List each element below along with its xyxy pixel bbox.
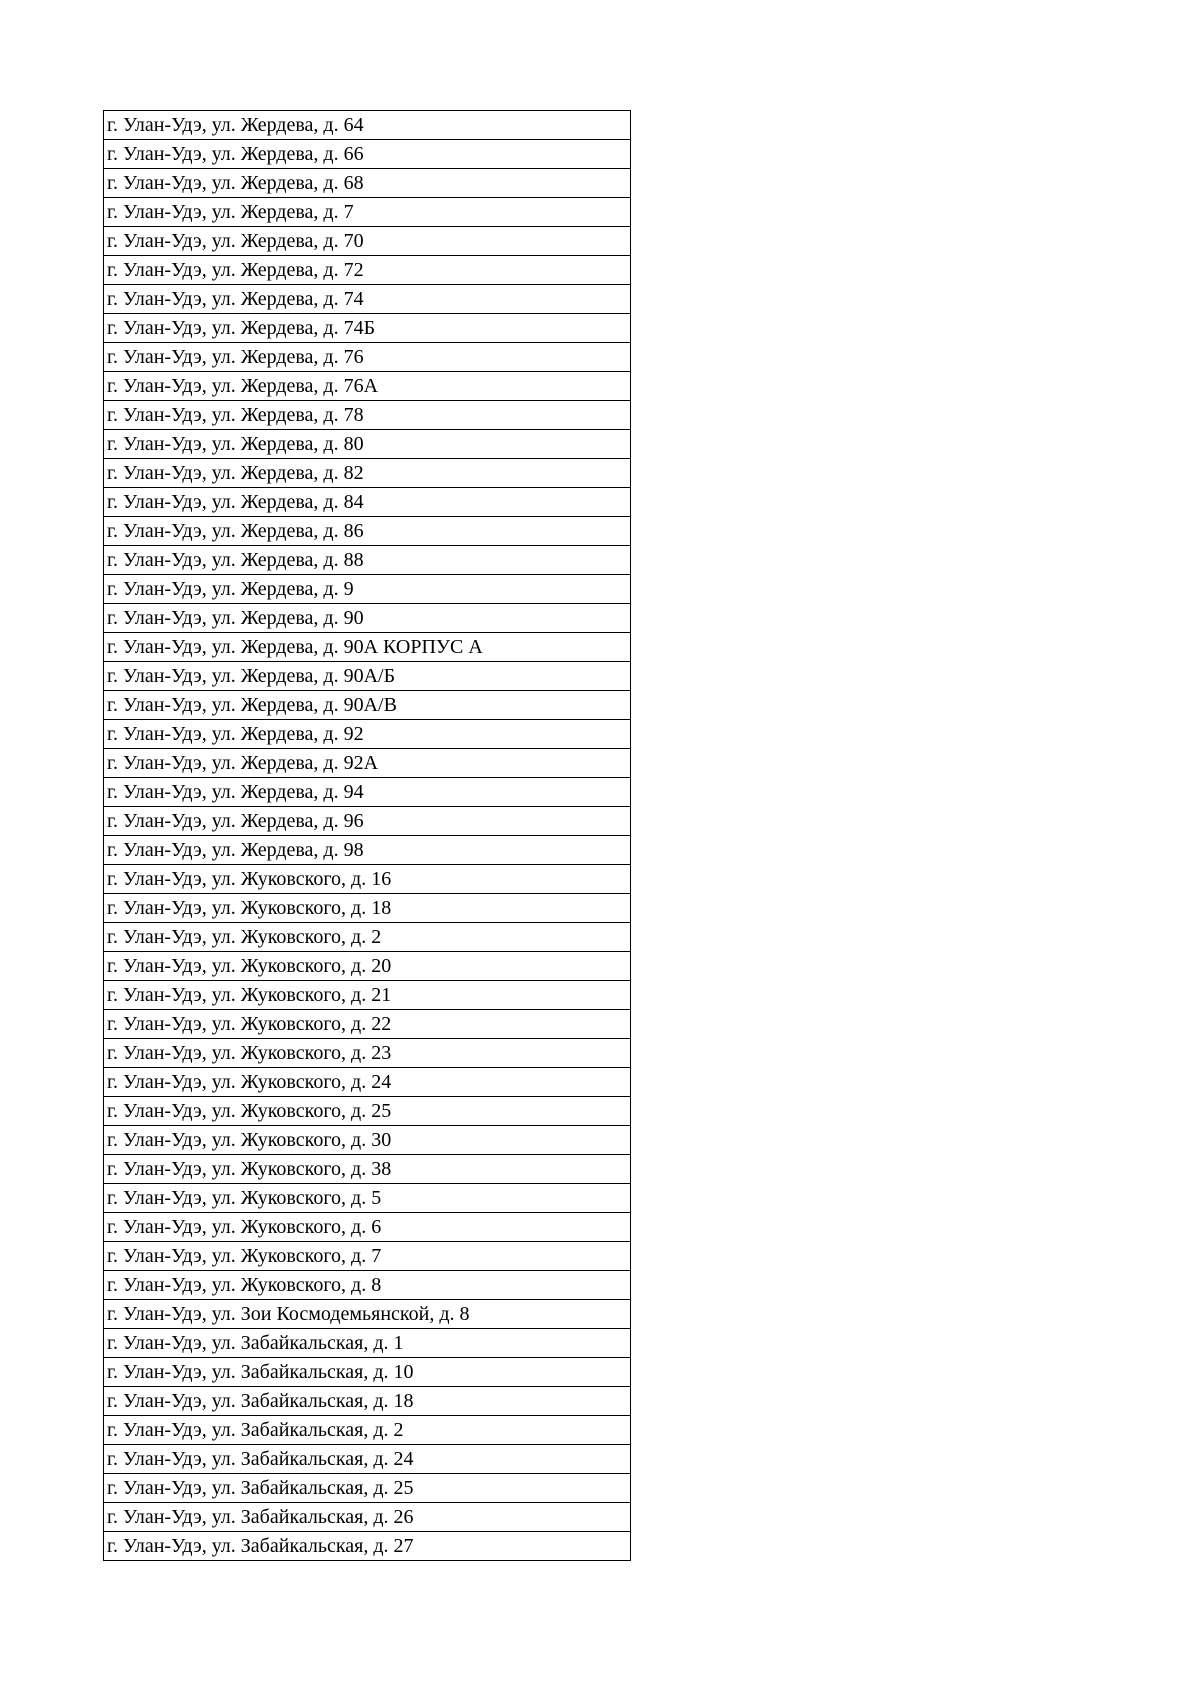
address-cell: г. Улан-Удэ, ул. Забайкальская, д. 2 bbox=[104, 1416, 631, 1445]
table-row bbox=[104, 1387, 631, 1416]
table-row bbox=[104, 1068, 631, 1097]
address-cell: г. Улан-Удэ, ул. Забайкальская, д. 10 bbox=[104, 1358, 631, 1387]
address-cell: г. Улан-Удэ, ул. Жуковского, д. 21 bbox=[104, 981, 631, 1010]
table-row bbox=[104, 1213, 631, 1242]
table-row bbox=[104, 488, 631, 517]
address-cell: г. Улан-Удэ, ул. Жердева, д. 98 bbox=[104, 836, 631, 865]
table-row bbox=[104, 662, 631, 691]
address-cell: г. Улан-Удэ, ул. Жуковского, д. 23 bbox=[104, 1039, 631, 1068]
table-row bbox=[104, 198, 631, 227]
table-row bbox=[104, 227, 631, 256]
table-row bbox=[104, 1532, 631, 1561]
address-cell: г. Улан-Удэ, ул. Жуковского, д. 30 bbox=[104, 1126, 631, 1155]
address-cell: г. Улан-Удэ, ул. Жердева, д. 84 bbox=[104, 488, 631, 517]
address-cell: г. Улан-Удэ, ул. Забайкальская, д. 18 bbox=[104, 1387, 631, 1416]
table-row bbox=[104, 1503, 631, 1532]
address-cell: г. Улан-Удэ, ул. Жуковского, д. 8 bbox=[104, 1271, 631, 1300]
address-cell: г. Улан-Удэ, ул. Жердева, д. 66 bbox=[104, 140, 631, 169]
address-cell: г. Улан-Удэ, ул. Жердева, д. 88 bbox=[104, 546, 631, 575]
address-cell: г. Улан-Удэ, ул. Жердева, д. 9 bbox=[104, 575, 631, 604]
address-cell: г. Улан-Удэ, ул. Жердева, д. 90А/В bbox=[104, 691, 631, 720]
table-row bbox=[104, 778, 631, 807]
table-row bbox=[104, 894, 631, 923]
table-row bbox=[104, 111, 631, 140]
table-row bbox=[104, 256, 631, 285]
address-cell: г. Улан-Удэ, ул. Жердева, д. 96 bbox=[104, 807, 631, 836]
table-row bbox=[104, 1416, 631, 1445]
address-cell: г. Улан-Удэ, ул. Жуковского, д. 2 bbox=[104, 923, 631, 952]
table-row bbox=[104, 691, 631, 720]
address-table bbox=[103, 110, 631, 1561]
address-cell: г. Улан-Удэ, ул. Забайкальская, д. 25 bbox=[104, 1474, 631, 1503]
table-row bbox=[104, 952, 631, 981]
address-cell: г. Улан-Удэ, ул. Забайкальская, д. 26 bbox=[104, 1503, 631, 1532]
table-row bbox=[104, 575, 631, 604]
address-cell: г. Улан-Удэ, ул. Жердева, д. 94 bbox=[104, 778, 631, 807]
address-cell: г. Улан-Удэ, ул. Жердева, д. 68 bbox=[104, 169, 631, 198]
table-row bbox=[104, 1358, 631, 1387]
table-row bbox=[104, 633, 631, 662]
table-row bbox=[104, 720, 631, 749]
address-cell: г. Улан-Удэ, ул. Жердева, д. 82 bbox=[104, 459, 631, 488]
table-row bbox=[104, 1097, 631, 1126]
address-cell: г. Улан-Удэ, ул. Жуковского, д. 7 bbox=[104, 1242, 631, 1271]
table-row bbox=[104, 1445, 631, 1474]
address-table-body bbox=[104, 111, 631, 1561]
address-cell: г. Улан-Удэ, ул. Зои Космодемьянской, д. 8 bbox=[104, 1300, 631, 1329]
address-cell: г. Улан-Удэ, ул. Жуковского, д. 24 bbox=[104, 1068, 631, 1097]
address-cell: г. Улан-Удэ, ул. Жердева, д. 76 bbox=[104, 343, 631, 372]
table-row bbox=[104, 749, 631, 778]
address-cell: г. Улан-Удэ, ул. Жуковского, д. 22 bbox=[104, 1010, 631, 1039]
address-cell: г. Улан-Удэ, ул. Забайкальская, д. 24 bbox=[104, 1445, 631, 1474]
table-row bbox=[104, 343, 631, 372]
address-cell: г. Улан-Удэ, ул. Забайкальская, д. 1 bbox=[104, 1329, 631, 1358]
table-row bbox=[104, 604, 631, 633]
table-row bbox=[104, 1329, 631, 1358]
address-cell: г. Улан-Удэ, ул. Жердева, д. 80 bbox=[104, 430, 631, 459]
table-row bbox=[104, 1126, 631, 1155]
table-row bbox=[104, 1010, 631, 1039]
table-row bbox=[104, 140, 631, 169]
table-row bbox=[104, 1242, 631, 1271]
address-cell: г. Улан-Удэ, ул. Жердева, д. 76А bbox=[104, 372, 631, 401]
table-row bbox=[104, 1300, 631, 1329]
address-cell: г. Улан-Удэ, ул. Жердева, д. 90А/Б bbox=[104, 662, 631, 691]
table-row bbox=[104, 401, 631, 430]
address-cell: г. Улан-Удэ, ул. Забайкальская, д. 27 bbox=[104, 1532, 631, 1561]
table-row bbox=[104, 1184, 631, 1213]
address-cell: г. Улан-Удэ, ул. Жердева, д. 7 bbox=[104, 198, 631, 227]
address-cell: г. Улан-Удэ, ул. Жердева, д. 92А bbox=[104, 749, 631, 778]
table-row bbox=[104, 430, 631, 459]
address-cell: г. Улан-Удэ, ул. Жуковского, д. 38 bbox=[104, 1155, 631, 1184]
address-cell: г. Улан-Удэ, ул. Жердева, д. 90 bbox=[104, 604, 631, 633]
table-row bbox=[104, 981, 631, 1010]
address-cell: г. Улан-Удэ, ул. Жердева, д. 86 bbox=[104, 517, 631, 546]
address-cell: г. Улан-Удэ, ул. Жуковского, д. 5 bbox=[104, 1184, 631, 1213]
table-row bbox=[104, 1155, 631, 1184]
address-cell: г. Улан-Удэ, ул. Жердева, д. 92 bbox=[104, 720, 631, 749]
address-cell: г. Улан-Удэ, ул. Жуковского, д. 18 bbox=[104, 894, 631, 923]
table-row bbox=[104, 285, 631, 314]
table-row bbox=[104, 1474, 631, 1503]
table-row bbox=[104, 314, 631, 343]
table-row bbox=[104, 807, 631, 836]
table-row bbox=[104, 923, 631, 952]
table-row bbox=[104, 459, 631, 488]
table-row bbox=[104, 836, 631, 865]
address-cell: г. Улан-Удэ, ул. Жердева, д. 74Б bbox=[104, 314, 631, 343]
address-cell: г. Улан-Удэ, ул. Жуковского, д. 20 bbox=[104, 952, 631, 981]
address-cell: г. Улан-Удэ, ул. Жердева, д. 64 bbox=[104, 111, 631, 140]
table-row bbox=[104, 865, 631, 894]
table-row bbox=[104, 1271, 631, 1300]
address-cell: г. Улан-Удэ, ул. Жердева, д. 90А КОРПУС А bbox=[104, 633, 631, 662]
address-cell: г. Улан-Удэ, ул. Жуковского, д. 25 bbox=[104, 1097, 631, 1126]
address-cell: г. Улан-Удэ, ул. Жердева, д. 72 bbox=[104, 256, 631, 285]
table-row bbox=[104, 1039, 631, 1068]
table-row bbox=[104, 517, 631, 546]
table-row bbox=[104, 169, 631, 198]
address-cell: г. Улан-Удэ, ул. Жуковского, д. 16 bbox=[104, 865, 631, 894]
address-cell: г. Улан-Удэ, ул. Жуковского, д. 6 bbox=[104, 1213, 631, 1242]
address-cell: г. Улан-Удэ, ул. Жердева, д. 70 bbox=[104, 227, 631, 256]
table-row bbox=[104, 372, 631, 401]
table-row bbox=[104, 546, 631, 575]
address-cell: г. Улан-Удэ, ул. Жердева, д. 78 bbox=[104, 401, 631, 430]
address-cell: г. Улан-Удэ, ул. Жердева, д. 74 bbox=[104, 285, 631, 314]
